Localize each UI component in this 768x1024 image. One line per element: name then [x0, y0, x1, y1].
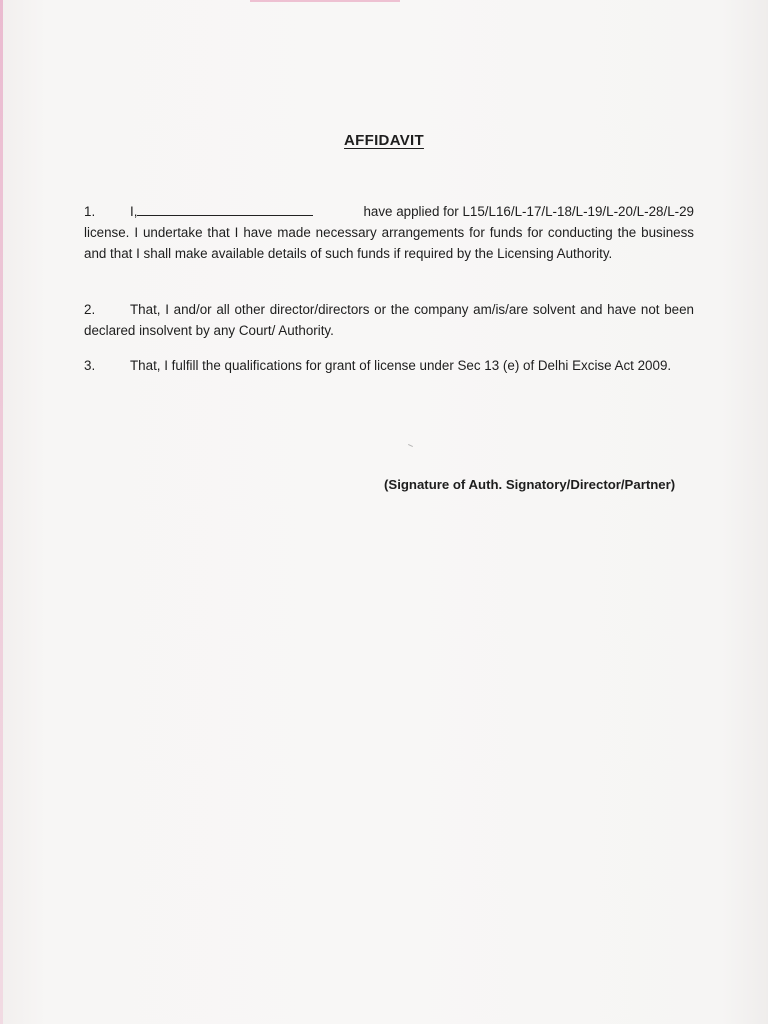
document-title-text: AFFIDAVIT	[344, 132, 424, 149]
paragraph-1-first-line-tail: have applied for L15/L16/L-17/L-18/L-19/L-20/L-28/L-29	[363, 204, 694, 219]
paragraph-3	[84, 355, 694, 376]
paragraph-1-lead	[84, 201, 319, 222]
paragraph-1-first-line	[84, 201, 694, 222]
document-title	[0, 132, 768, 149]
name-blank-line	[137, 203, 313, 216]
paragraph-1-number: 1.	[84, 204, 96, 219]
paragraph-2	[84, 299, 694, 341]
signature-label: (Signature of Auth. Signatory/Director/Partner)	[384, 477, 676, 492]
paragraph-1-prefix: I,	[130, 204, 138, 219]
paragraph-1-rest: license. I undertake that I have made necessary arrangements for funds for conducting the business and that I shall make available details of such funds if required by the Licensing Authority.	[84, 225, 694, 261]
paragraph-3-number: 3.	[84, 358, 96, 373]
page-top-edge-tint	[250, 0, 400, 2]
paragraph-2-number: 2.	[84, 302, 96, 317]
paragraph-3-text: That, I fulfill the qualifications for grant of license under Sec 13 (e) of Delhi Excise Act 2009.	[130, 358, 672, 373]
page-edge-tint	[0, 0, 3, 1024]
paragraph-1	[84, 201, 694, 264]
paragraph-2-text: That, I and/or all other director/directors or the company am/is/are solvent and have not been declared insolvent by any Court/ Authority.	[84, 302, 694, 338]
ink-speck	[408, 444, 413, 447]
